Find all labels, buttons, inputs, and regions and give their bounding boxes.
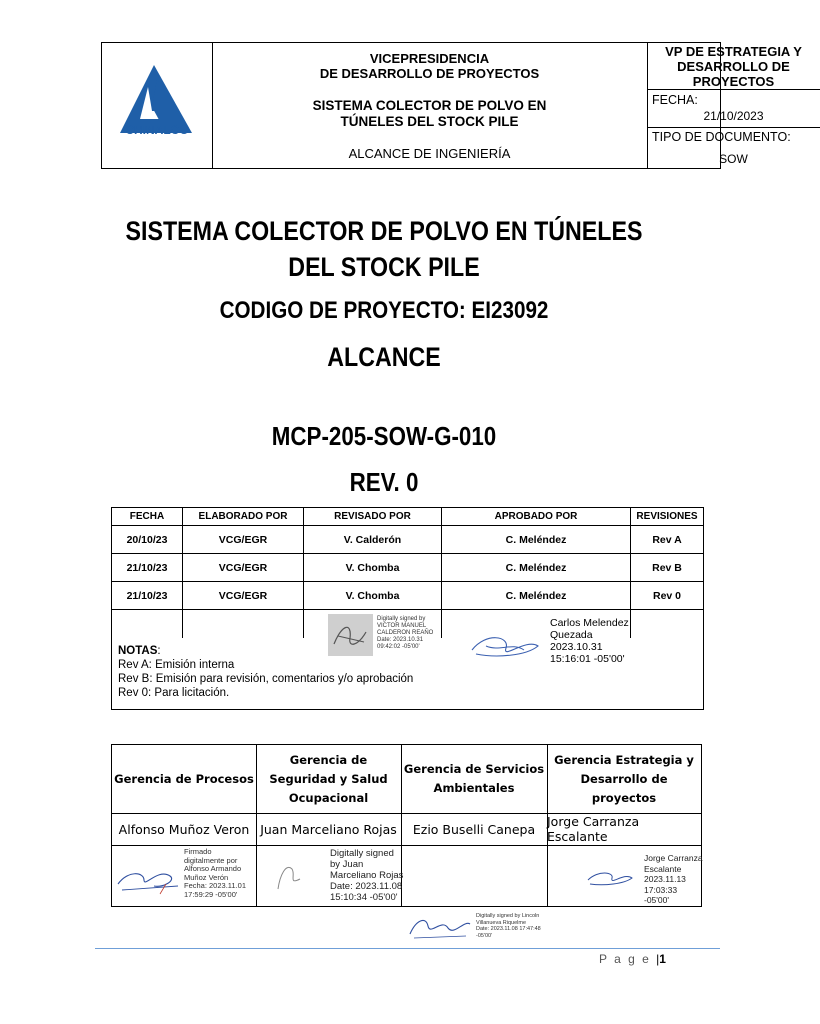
sig-line: Jorge Carranza: [644, 853, 703, 863]
document-header: [101, 42, 802, 169]
sig-line: Date: 2023.11.08: [330, 881, 403, 892]
cell: VCG/EGR: [183, 582, 304, 610]
sig-line: 2023.10.31: [550, 641, 603, 653]
date-cell: [647, 90, 820, 128]
page-indicator: P a g e |1: [599, 952, 666, 966]
header-line: Desarrollo de proyectos: [580, 771, 668, 805]
doc-type-title: ALCANCE: [327, 342, 441, 372]
page-number: 1: [659, 952, 666, 966]
logo-cell: [102, 43, 213, 168]
sig-line: CALDERON REAÑO: [377, 630, 434, 636]
sig-divider: [630, 610, 631, 638]
signature-lincoln-text: [476, 913, 541, 939]
sig-divider: [703, 610, 704, 638]
sig-line: Date: 2023.11.08 17:47:48: [476, 926, 541, 932]
sig-line: Marceliano Rojas: [330, 870, 404, 881]
cell: Rev B: [631, 554, 704, 582]
date-label: FECHA:: [652, 93, 698, 107]
cell: C. Meléndez: [442, 582, 631, 610]
vp-line3: PROYECTOS: [692, 74, 775, 89]
logo-text: CHINALCO: [125, 123, 189, 137]
header-title-cell: [212, 43, 648, 168]
sig-line: 17:03:33: [644, 884, 678, 895]
revision-header-row: [112, 508, 704, 526]
signature-lincoln-icon: [406, 910, 474, 942]
sig-line: -05'00': [476, 932, 493, 939]
mgmt-header: [256, 745, 401, 814]
sig-line: Digitally signed: [330, 848, 394, 859]
mgmt-header: [547, 745, 701, 814]
notes-box: NOTAS: Rev A: Emisión interna Rev B: Emisión para revisión, comentarios y/o aprobación Rev 0: Para licitación.: [111, 638, 704, 710]
header-meta-cell: [647, 43, 820, 168]
mgmt-name: Ezio Buselli Canepa: [401, 813, 547, 846]
date-value: 21/10/2023: [703, 109, 764, 123]
notes-label: NOTAS: [118, 645, 158, 657]
sig-divider: [111, 610, 112, 638]
sig-line: 2023.11.13: [644, 874, 686, 884]
mgmt-name: Juan Marceliano Rojas: [256, 813, 401, 846]
col-elaborado: ELABORADO POR: [183, 508, 304, 526]
doc-title-line1: SISTEMA COLECTOR DE POLVO EN TÚNELES: [125, 216, 643, 246]
sig-line: Date: 2023.10.31: [377, 637, 424, 643]
header-line: Gerencia de Procesos: [114, 771, 254, 786]
sig-line: -05'00': [644, 895, 669, 905]
cell: C. Meléndez: [442, 554, 631, 582]
cell: 21/10/23: [112, 554, 183, 582]
sig-divider: [441, 610, 442, 638]
signature-seguridad-icon: [270, 855, 310, 895]
cell: 20/10/23: [112, 526, 183, 554]
note-item: Rev 0: Para licitación.: [118, 687, 230, 699]
revision-title: REV. 0: [349, 467, 419, 497]
col-revisiones: REVISIONES: [631, 508, 704, 526]
vp-line2: DESARROLLO DE: [677, 59, 790, 74]
mgmt-col-ambientales: [401, 745, 548, 906]
col-revisado: REVISADO POR: [304, 508, 442, 526]
header-line: Seguridad y Salud: [269, 771, 388, 786]
signature-seguridad-text: [330, 848, 403, 903]
col-aprobado: APROBADO POR: [442, 508, 631, 526]
cell: VCG/EGR: [183, 526, 304, 554]
sig-line: 17:59:29 -05'00': [184, 889, 238, 899]
mgmt-header: [401, 745, 547, 814]
sig-line: Alfonso Armando: [184, 864, 242, 873]
mgmt-name: Jorge Carranza Escalante: [547, 813, 701, 846]
sig-line: Fecha: 2023.11.01: [184, 881, 246, 890]
cell: C. Meléndez: [442, 526, 631, 554]
org-line1: VICEPRESIDENCIA: [369, 51, 490, 66]
table-row: [112, 526, 704, 554]
sig-line: Digitally signed by: [377, 616, 426, 622]
cell: 21/10/23: [112, 582, 183, 610]
signature-procesos-icon: [114, 860, 184, 900]
sig-divider: [182, 610, 183, 638]
header-line: Ambientales: [433, 781, 515, 795]
signature-estrategia-icon: [584, 864, 636, 894]
sig-line: digitalmente por: [184, 855, 238, 865]
sig-line: Villanueva Riquelme: [476, 919, 527, 926]
signature-estrategia-text: [644, 853, 703, 906]
header-line: Gerencia de Servicios: [403, 762, 545, 776]
sig-line: by Juan: [330, 859, 364, 870]
sig-line: Carlos Melendez: [550, 617, 629, 629]
cell: V. Calderón: [304, 526, 442, 554]
doctype-cell: [647, 127, 820, 168]
note-item: Rev A: Emisión interna: [118, 659, 235, 671]
cell: Rev 0: [631, 582, 704, 610]
footer-divider: [95, 948, 720, 949]
doctype-value: SOW: [719, 152, 748, 166]
cell: Rev A: [631, 526, 704, 554]
cell: V. Chomba: [304, 582, 442, 610]
project-code: CODIGO DE PROYECTO: EI23092: [219, 297, 549, 324]
vp-label: [647, 43, 820, 90]
sig-line: Digitally signed by Lincoln: [476, 913, 540, 919]
vp-line1: VP DE ESTRATEGIA Y: [665, 44, 802, 59]
page-label: P a g e: [599, 952, 651, 966]
system-line1: SISTEMA COLECTOR DE POLVO EN: [312, 98, 547, 113]
doc-title-line2: DEL STOCK PILE: [288, 252, 480, 282]
table-row: [112, 582, 704, 610]
doctype-label: TIPO DE DOCUMENTO:: [652, 130, 791, 144]
mgmt-header: [112, 745, 256, 814]
header-line: Gerencia Estrategia y: [554, 752, 694, 767]
sig-line: Muñoz Verón: [184, 872, 229, 882]
sig-divider: [303, 610, 304, 638]
system-line2: TÚNELES DEL STOCK PILE: [340, 114, 519, 129]
header-line: Gerencia de: [289, 752, 368, 767]
sig-line: 15:16:01 -05'00': [550, 653, 625, 665]
table-row: [112, 554, 704, 582]
note-item: Rev B: Emisión para revisión, comentarios y/o aprobación: [118, 673, 414, 685]
sig-line: 09:42:02 -05'00': [377, 644, 420, 650]
signature-procesos-text: [184, 848, 246, 899]
org-line2: DE DESARROLLO DE PROYECTOS: [319, 66, 540, 81]
sig-line: Escalante: [644, 863, 682, 874]
cell: V. Chomba: [304, 554, 442, 582]
revision-table: [111, 507, 704, 610]
sig-line: Quezada: [550, 629, 593, 641]
header-line: Ocupacional: [288, 790, 369, 805]
sig-line: 15:10:34 -05'00': [330, 892, 398, 903]
col-fecha: FECHA: [112, 508, 183, 526]
sig-line: Firmado: [184, 847, 212, 856]
mgmt-name: Alfonso Muñoz Veron: [112, 813, 256, 846]
cell: VCG/EGR: [183, 554, 304, 582]
doc-number: MCP-205-SOW-G-010: [271, 421, 497, 451]
scope-label: ALCANCE DE INGENIERÍA: [348, 146, 511, 161]
sig-line: VICTOR MANUEL: [377, 623, 427, 629]
